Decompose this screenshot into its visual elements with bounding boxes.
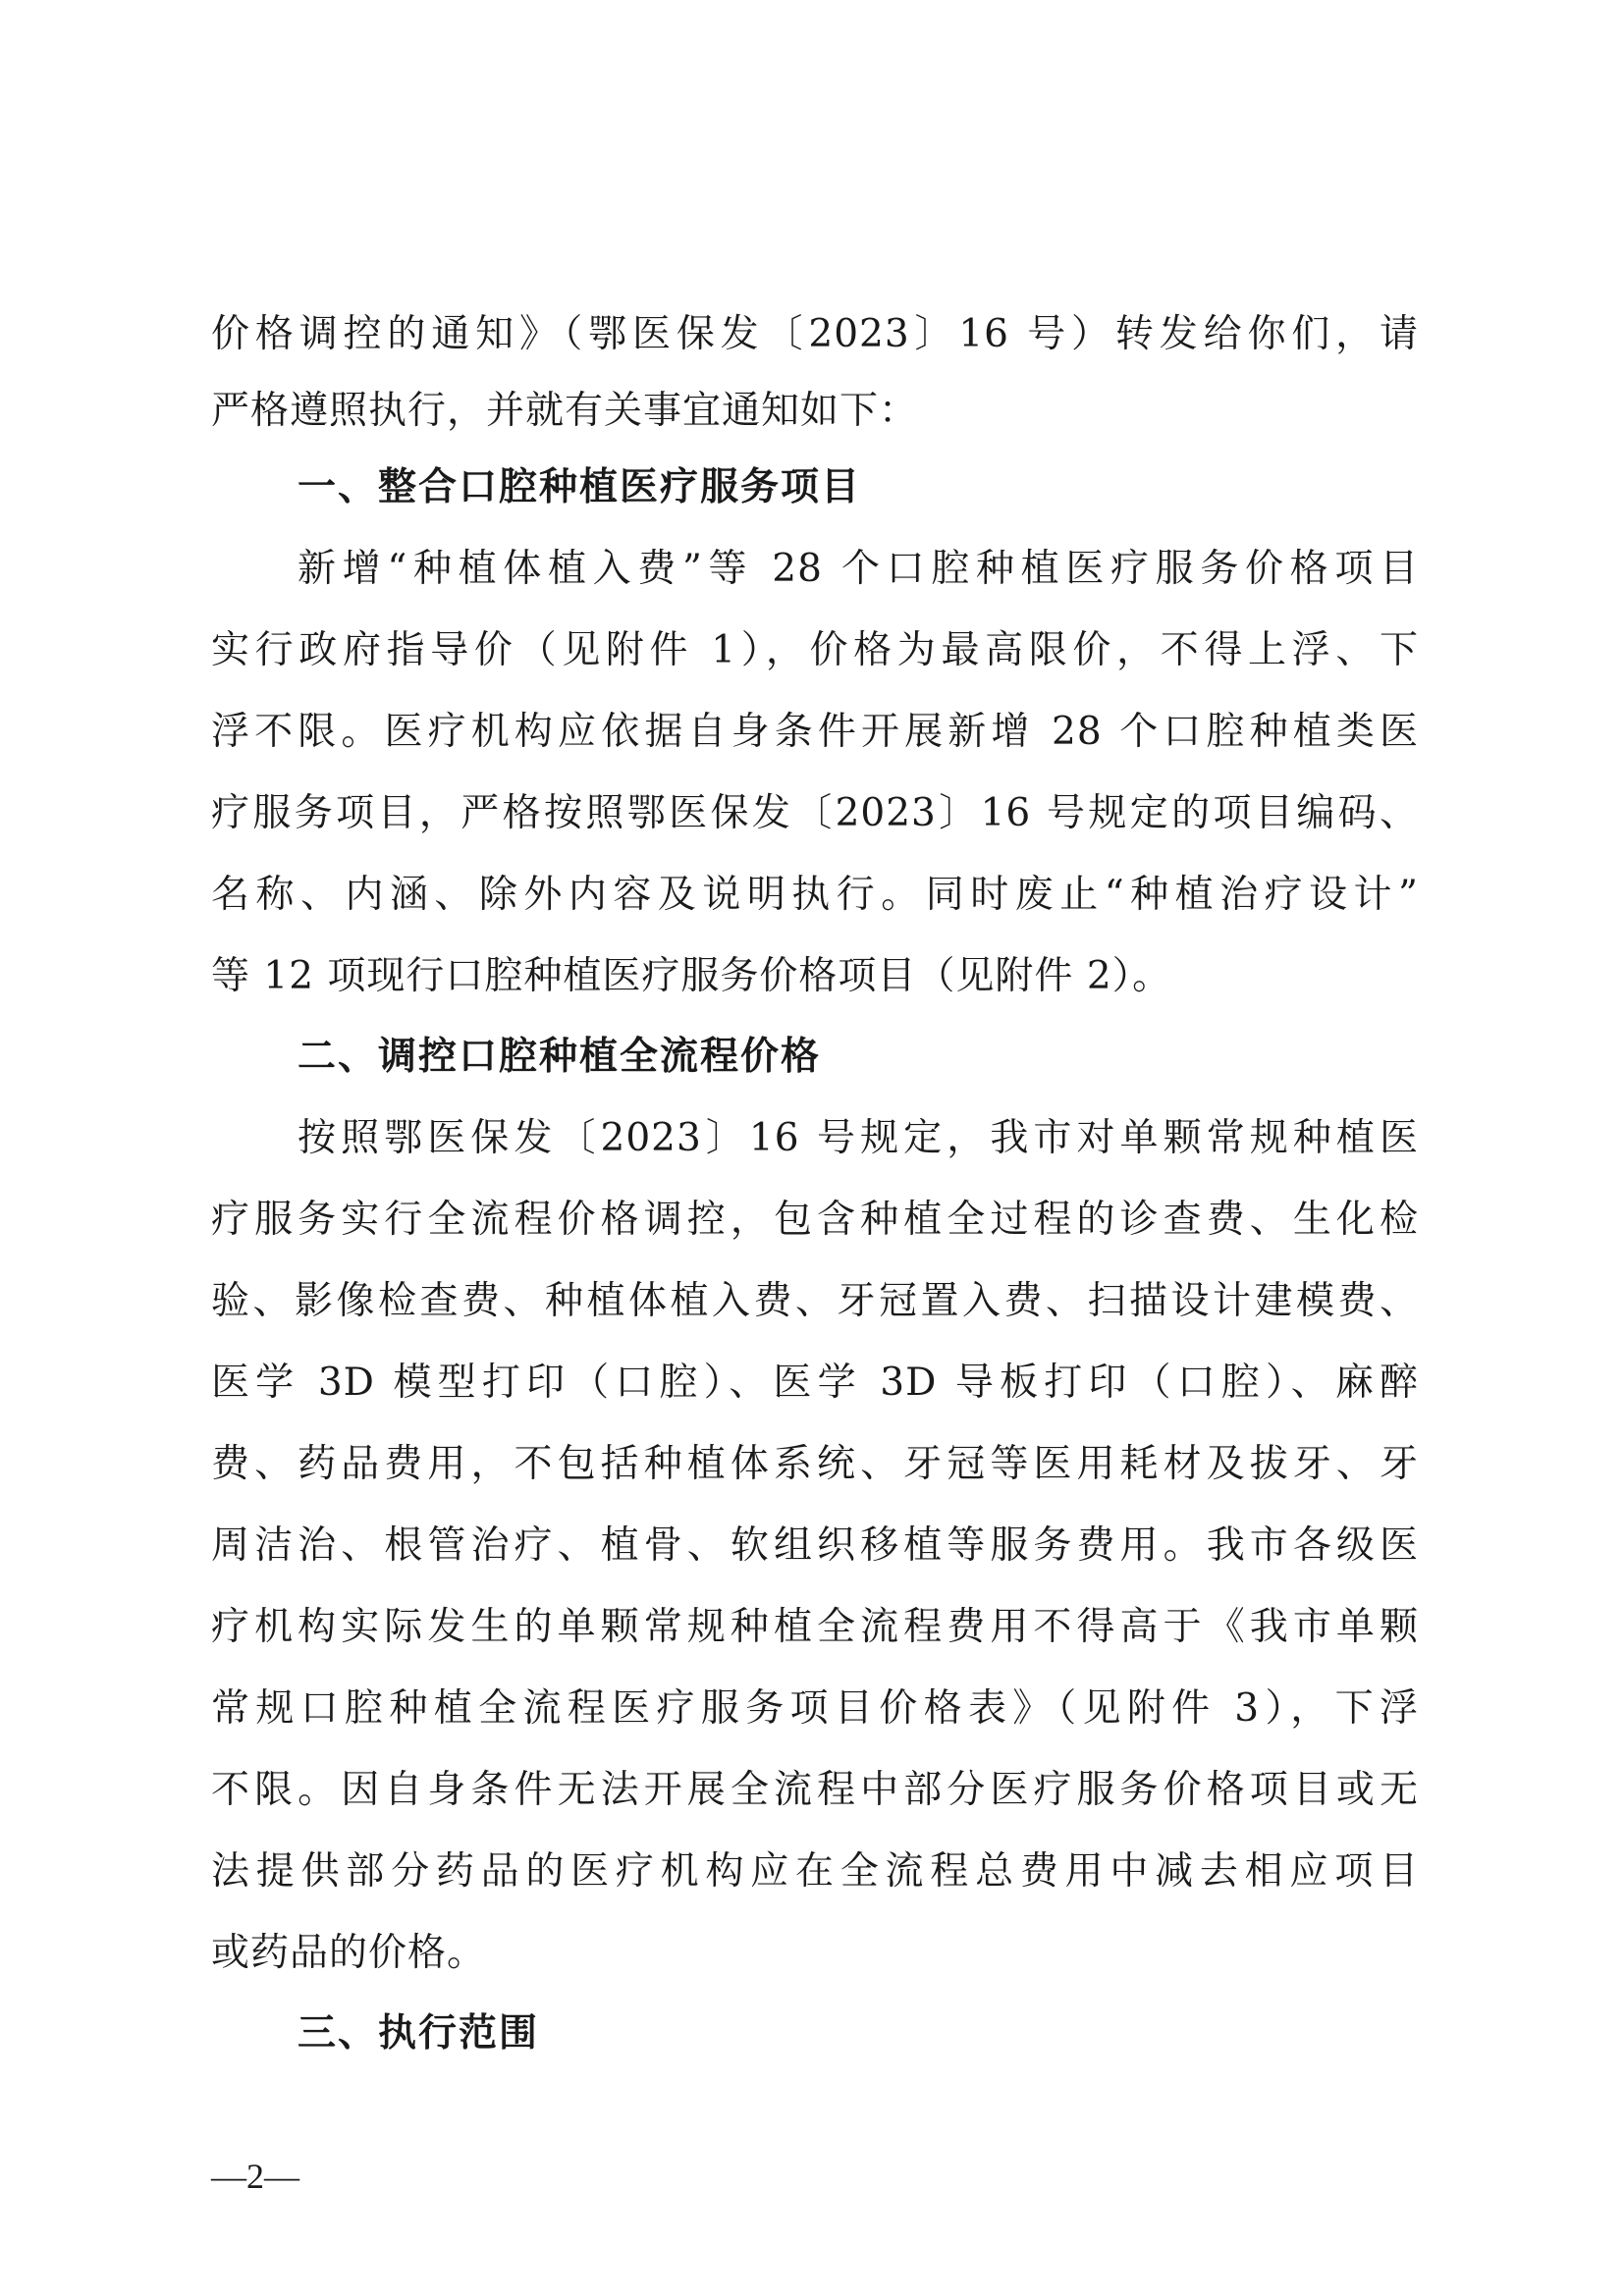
- paragraph-line: 验、影像检查费、种植体植入费、牙冠置入费、扫描设计建模费、: [211, 1279, 1419, 1323]
- paragraph-line: 浮不限。医疗机构应依据自身条件开展新增 28 个口腔种植类医: [211, 710, 1419, 754]
- paragraph-line: 常规口腔种植全流程医疗服务项目价格表》（见附件 3），下浮: [211, 1686, 1419, 1731]
- paragraph-line: 新增“种植体植入费”等 28 个口腔种植医疗服务价格项目: [298, 547, 1419, 591]
- page-number: —2—: [211, 2157, 299, 2196]
- paragraph-line: 疗服务实行全流程价格调控，包含种植全过程的诊查费、生化检: [211, 1198, 1419, 1242]
- paragraph-line: 等 12 项现行口腔种植医疗服务价格项目（见附件 2）。: [211, 954, 1172, 998]
- paragraph-line: 名称、内涵、除外内容及说明执行。同时废止“种植治疗设计”: [211, 873, 1419, 917]
- section-heading-2: 二、调控口腔种植全流程价格: [298, 1035, 822, 1079]
- paragraph-line: 或药品的价格。: [211, 1931, 487, 1975]
- section-heading-3: 三、执行范围: [298, 2011, 540, 2056]
- paragraph-line: 价格调控的通知》（鄂医保发〔2023〕16 号）转发给你们，请: [211, 312, 1419, 356]
- paragraph-line: 法提供部分药品的医疗机构应在全流程总费用中减去相应项目: [211, 1849, 1419, 1894]
- section-heading-1: 一、整合口腔种植医疗服务项目: [298, 465, 862, 509]
- paragraph-line: 不限。因自身条件无法开展全流程中部分医疗服务价格项目或无: [211, 1768, 1419, 1812]
- paragraph-line: 按照鄂医保发〔2023〕16 号规定，我市对单颗常规种植医: [298, 1116, 1419, 1160]
- paragraph-line: 实行政府指导价（见附件 1），价格为最高限价，不得上浮、下: [211, 628, 1419, 672]
- paragraph-line: 费、药品费用，不包括种植体系统、牙冠等医用耗材及拔牙、牙: [211, 1442, 1419, 1486]
- paragraph-line: 疗服务项目，严格按照鄂医保发〔2023〕16 号规定的项目编码、: [211, 791, 1419, 835]
- paragraph-line: 医学 3D 模型打印（口腔）、医学 3D 导板打印（口腔）、麻醉: [211, 1361, 1419, 1405]
- paragraph-line: 严格遵照执行，并就有关事宜通知如下：: [211, 389, 919, 433]
- paragraph-line: 周洁治、根管治疗、植骨、软组织移植等服务费用。我市各级医: [211, 1523, 1419, 1568]
- paragraph-line: 疗机构实际发生的单颗常规种植全流程费用不得高于《我市单颗: [211, 1605, 1419, 1649]
